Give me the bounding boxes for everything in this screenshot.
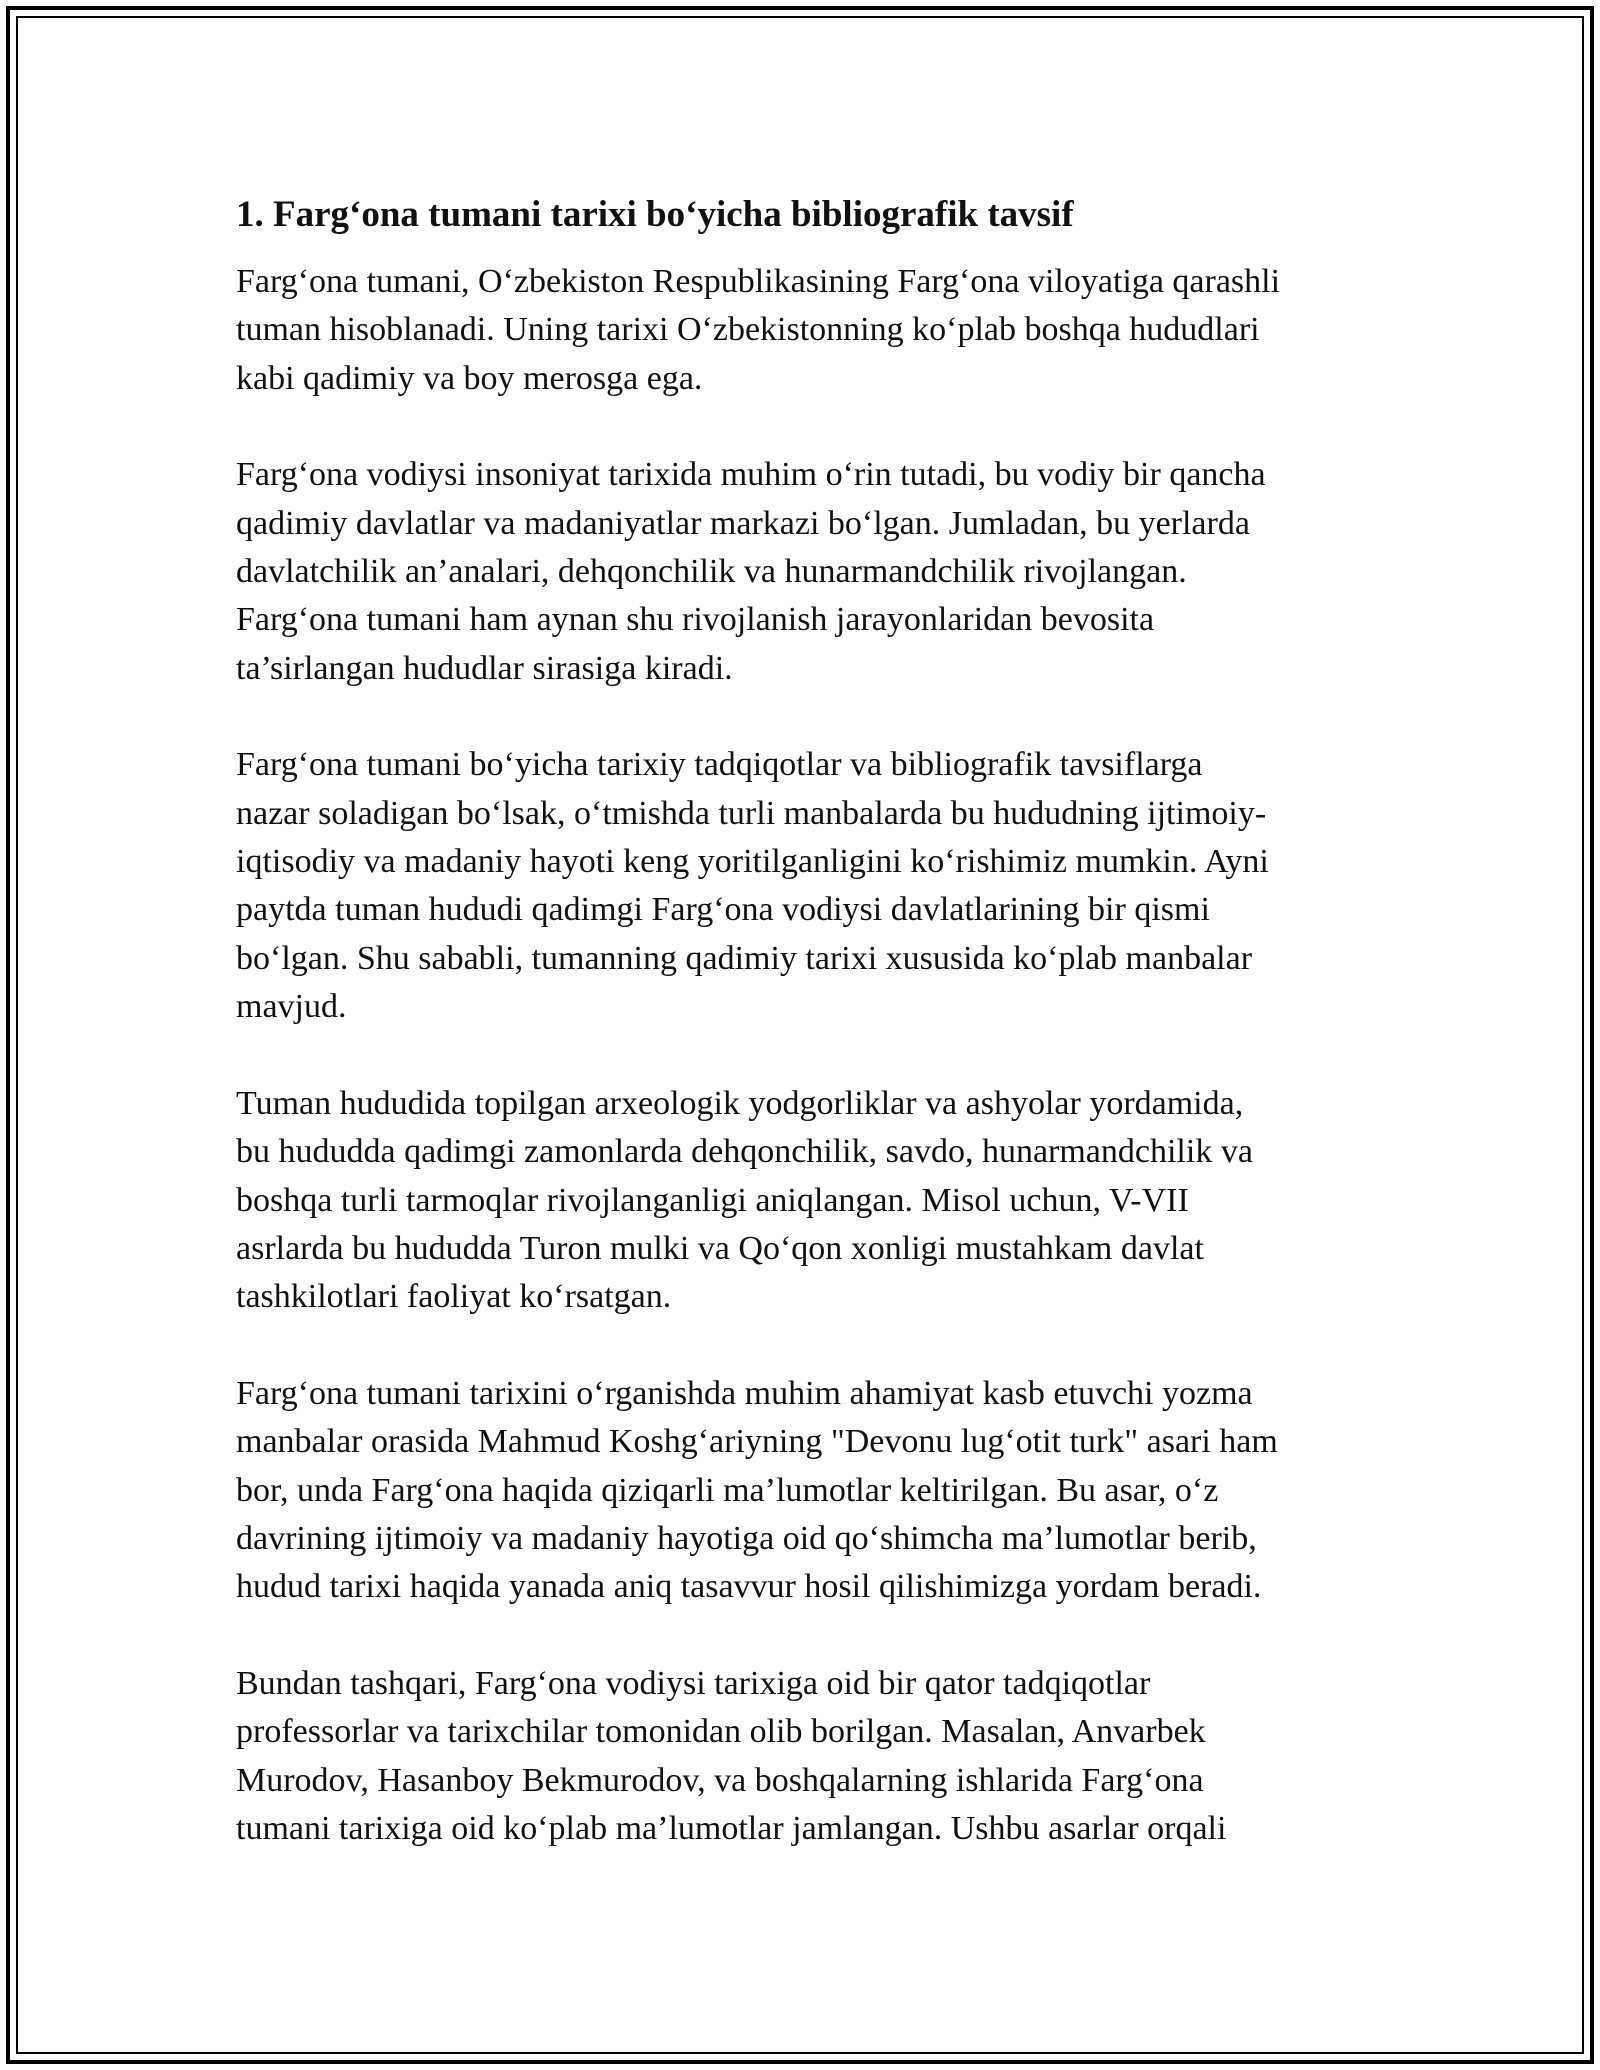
section-heading: 1. Farg‘ona tumani tarixi bo‘yicha bibliografik tavsif <box>236 194 1074 235</box>
text-line: tashkilotlari faoliyat ko‘rsatgan. <box>236 1278 672 1316</box>
text-line: iqtisodiy va madaniy hayoti keng yoritilganligini ko‘rishimiz mumkin. Ayni <box>236 843 1269 881</box>
text-line: asrlarda bu hududda Turon mulki va Qo‘qon xonligi mustahkam davlat <box>236 1229 1204 1267</box>
text-line: tuman hisoblanadi. Uning tarixi O‘zbekistonning ko‘plab boshqa hududlari <box>236 311 1260 349</box>
text-line: Tuman hududida topilgan arxeologik yodgorliklar va ashyolar yordamida, <box>236 1084 1244 1122</box>
text-line: Murodov, Hasanboy Bekmurodov, va boshqalarning ishlarida Farg‘ona <box>236 1761 1204 1799</box>
paragraph <box>236 1660 1386 1854</box>
text-line: davlatchilik an’analari, dehqonchilik va hunarmandchilik rivojlangan. <box>236 553 1187 591</box>
text-line: Farg‘ona tumani ham aynan shu rivojlanish jarayonlaridan bevosita <box>236 601 1155 639</box>
text-line: hudud tarixi haqida yanada aniq tasavvur hosil qilishimizga yordam beradi. <box>236 1568 1262 1606</box>
text-line: davrining ijtimoiy va madaniy hayotiga oid qo‘shimcha ma’lumotlar berib, <box>236 1519 1257 1557</box>
text-line: mavjud. <box>236 988 347 1026</box>
text-line: paytda tuman hududi qadimgi Farg‘ona vodiysi davlatlarining bir qismi <box>236 891 1210 929</box>
text-line: manbalar orasida Mahmud Koshg‘ariyning "Devonu lug‘otit turk" asari ham <box>236 1423 1278 1461</box>
document-body <box>236 188 1386 1901</box>
text-line: Farg‘ona vodiysi insoniyat tarixida muhim o‘rin tutadi, bu vodiy bir qancha <box>236 456 1266 494</box>
text-line: Farg‘ona tumani tarixini o‘rganishda muhim ahamiyat kasb etuvchi yozma <box>236 1374 1253 1412</box>
text-line: kabi qadimiy va boy merosga ega. <box>236 359 703 397</box>
text-line: bor, unda Farg‘ona haqida qiziqarli ma’lumotlar keltirilgan. Bu asar, o‘z <box>236 1471 1219 1509</box>
text-line: boshqa turli tarmoqlar rivojlanganligi aniqlangan. Misol uchun, V-VII <box>236 1181 1189 1219</box>
text-line: Farg‘ona tumani, O‘zbekiston Respublikasining Farg‘ona viloyatiga qarashli <box>236 263 1281 300</box>
paragraph <box>236 451 1386 693</box>
text-line: Farg‘ona tumani bo‘yicha tarixiy tadqiqotlar va bibliografik tavsiflarga <box>236 746 1203 784</box>
text-line: Bundan tashqari, Farg‘ona vodiysi tarixiga oid bir qator tadqiqotlar <box>236 1664 1151 1702</box>
text-line: qadimiy davlatlar va madaniyatlar markazi bo‘lgan. Jumladan, bu yerlarda <box>236 504 1250 542</box>
text-line: nazar soladigan bo‘lsak, o‘tmishda turli manbalarda bu hududning ijtimoiy- <box>236 794 1267 832</box>
text-line: bo‘lgan. Shu sababli, tumanning qadimiy tarixi xususida ko‘plab manbalar <box>236 939 1253 977</box>
paragraph-list <box>236 258 1386 1853</box>
text-line: ta’sirlangan hududlar sirasiga kiradi. <box>236 649 733 687</box>
text-line: professorlar va tarixchilar tomonidan olib borilgan. Masalan, Anvarbek <box>236 1713 1206 1751</box>
paragraph <box>236 1080 1386 1322</box>
paragraph <box>236 1370 1386 1612</box>
paragraph <box>236 741 1386 1031</box>
paragraph <box>236 258 1386 403</box>
text-line: tumani tarixiga oid ko‘plab ma’lumotlar jamlangan. Ushbu asarlar orqali <box>236 1809 1227 1847</box>
text-line: bu hududda qadimgi zamonlarda dehqonchilik, savdo, hunarmandchilik va <box>236 1133 1253 1171</box>
